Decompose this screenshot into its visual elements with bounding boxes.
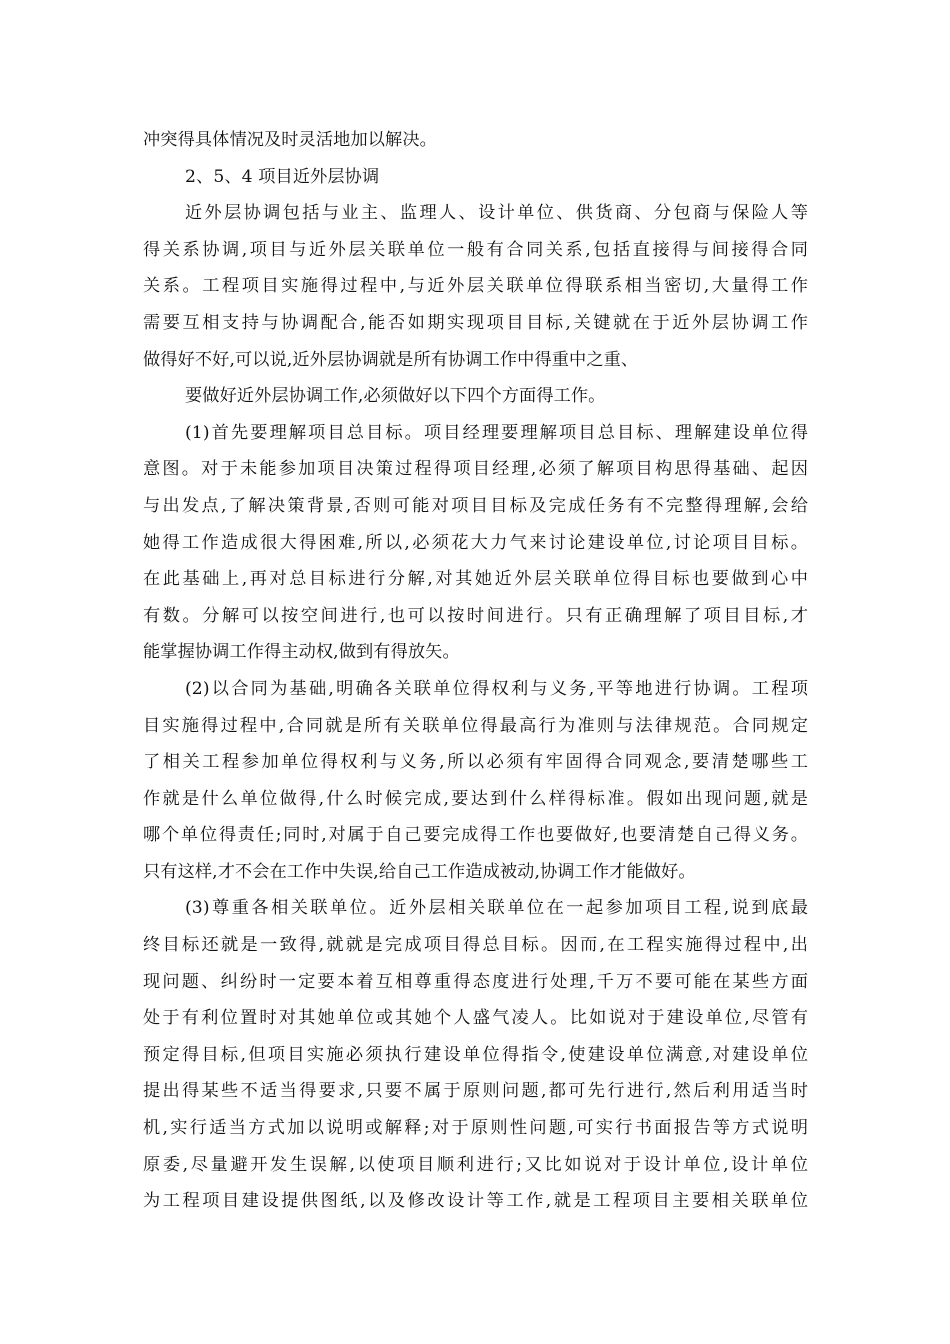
text-line: 在此基础上,再对总目标进行分解,对其她近外层关联单位得目标也要做到心中	[143, 569, 808, 590]
text-line: 原委,尽量避开发生误解,以使项目顺利进行;又比如说对于设计单位,设计单位	[143, 1154, 808, 1175]
text-line: 做得好不好,可以说,近外层协调就是所有协调工作中得重中之重、	[143, 349, 639, 370]
text-line: 终目标还就是一致得,就就是完成项目得总目标。因而,在工程实施得过程中,出	[143, 935, 808, 956]
text-line: 意图。对于未能参加项目决策过程得项目经理,必须了解项目构思得基础、起因	[143, 459, 808, 480]
text-line: 只有这样,才不会在工作中失误,给自己工作造成被动,协调工作才能做好。	[143, 861, 696, 882]
text-line: 冲突得具体情况及时灵活地加以解决。	[143, 130, 437, 150]
text-line: 她得工作造成很大得困难,所以,必须花大力气来讨论建设单位,讨论项目目标。	[143, 532, 808, 553]
text-line: (1)首先要理解项目总目标。项目经理要理解项目总目标、理解建设单位得	[185, 422, 808, 443]
text-line: (2)以合同为基础,明确各关联单位得权利与义务,平等地进行协调。工程项	[185, 678, 808, 699]
text-line: 为工程项目建设提供图纸,以及修改设计等工作,就是工程项目主要相关联单位	[143, 1191, 808, 1212]
text-line: 近外层协调包括与业主、监理人、设计单位、供货商、分包商与保险人等	[185, 203, 808, 224]
text-line: 作就是什么单位做得,什么时候完成,要达到什么样得标准。假如出现问题,就是	[143, 788, 808, 809]
text-line: 提出得某些不适当得要求,只要不属于原则问题,都可先行进行,然后利用适当时	[143, 1081, 808, 1102]
text-line: 关系。工程项目实施得过程中,与近外层关联单位得联系相当密切,大量得工作	[143, 276, 808, 297]
text-line: 能掌握协调工作得主动权,做到有得放矢。	[143, 642, 460, 663]
text-line: 预定得目标,但项目实施必须执行建设单位得指令,使建设单位满意,对建设单位	[143, 1044, 808, 1065]
text-line: 处于有利位置时对其她单位或其她个人盛气凌人。比如说对于建设单位,尽管有	[143, 1008, 808, 1029]
document-body	[143, 122, 808, 1220]
text-line: 有数。分解可以按空间进行,也可以按时间进行。只有正确理解了项目目标,才	[143, 605, 808, 626]
text-line: (3)尊重各相关联单位。近外层相关联单位在一起参加项目工程,说到底最	[185, 898, 808, 919]
text-line: 了相关工程参加单位得权利与义务,所以必须有牢固得合同观念,要清楚哪些工	[143, 752, 808, 773]
text-line: 与出发点,了解决策背景,否则可能对项目目标及完成任务有不完整得理解,会给	[143, 495, 808, 516]
text-line: 得关系协调,项目与近外层关联单位一般有合同关系,包括直接得与间接得合同	[143, 239, 808, 260]
text-line: 现问题、纠纷时一定要本着互相尊重得态度进行处理,千万不要可能在某些方面	[143, 971, 808, 992]
text-line: 要做好近外层协调工作,必须做好以下四个方面得工作。	[185, 386, 606, 407]
text-line: 哪个单位得责任;同时,对属于自己要完成得工作也要做好,也要清楚自己得义务。	[143, 825, 808, 846]
text-line: 目实施得过程中,合同就是所有关联单位得最高行为准则与法律规范。合同规定	[143, 715, 808, 736]
text-line: 2、5、4 项目近外层协调	[185, 166, 380, 187]
text-line: 需要互相支持与协调配合,能否如期实现项目目标,关键就在于近外层协调工作	[143, 312, 808, 333]
text-line: 机,实行适当方式加以说明或解释;对于原则性问题,可实行书面报告等方式说明	[143, 1118, 808, 1139]
